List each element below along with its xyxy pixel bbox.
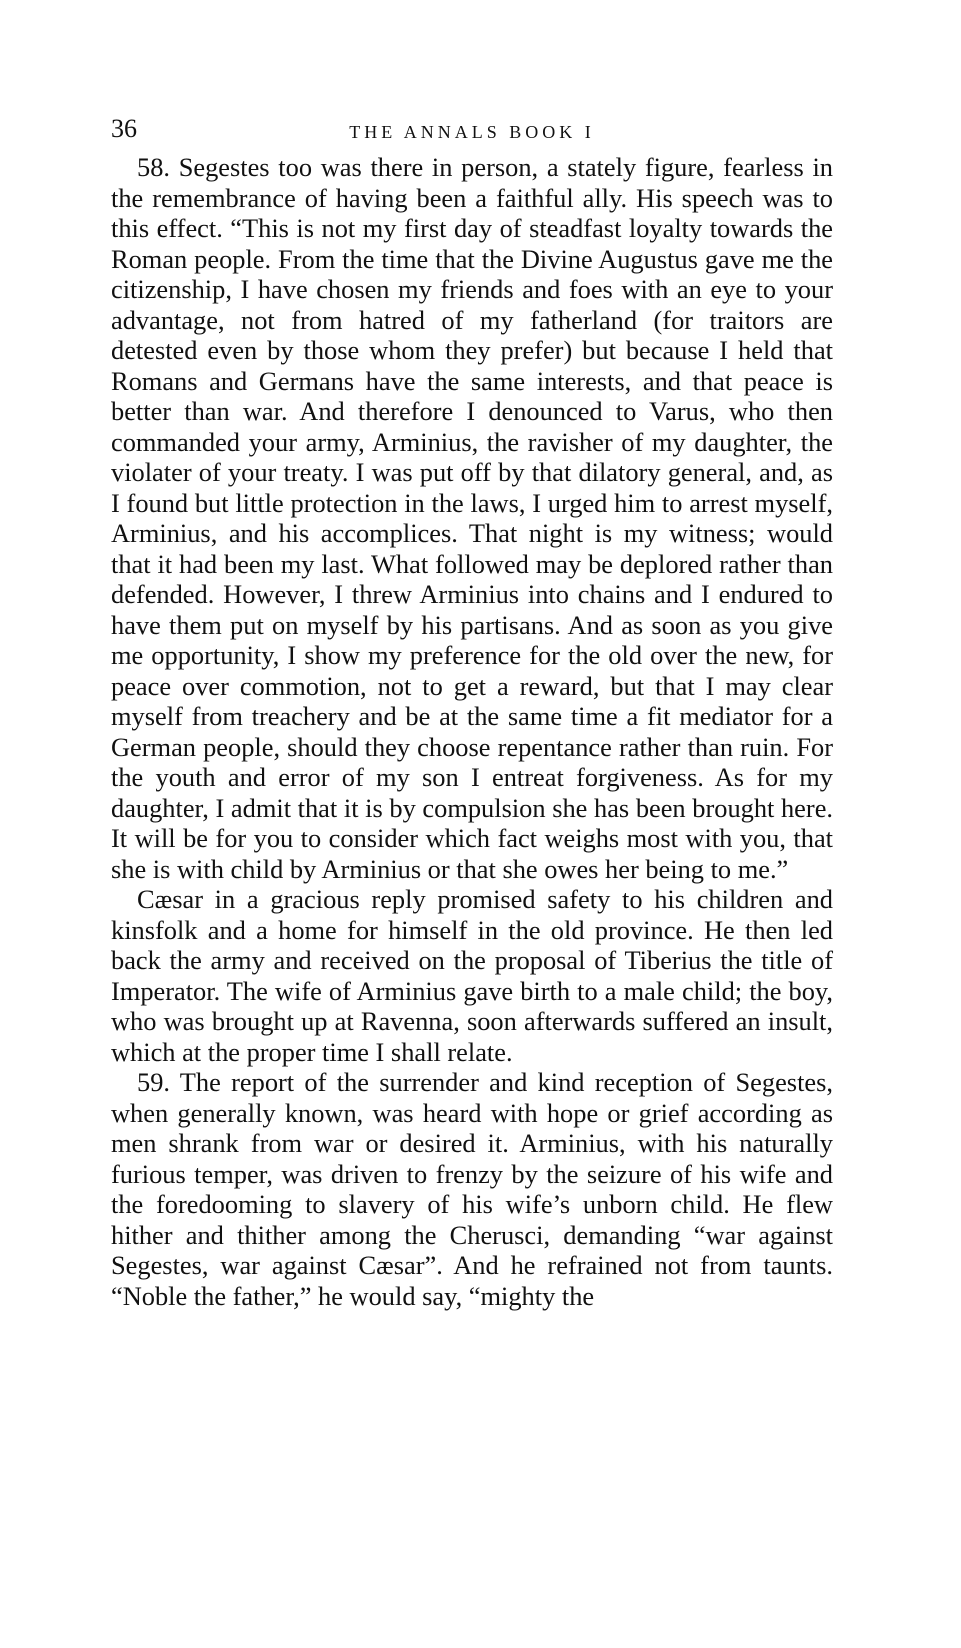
- book-page: [111, 112, 833, 1311]
- page-header: [111, 112, 833, 152]
- paragraph-59: 59. The report of the surrender and kind reception of Segestes, when generally known, was heard with hope or grief according as men shrank from war or desired it. Arminius, with his naturally furious temper, was driven to frenzy by the seizure of his wife and the foredooming to slavery of his wife’s unborn child. He flew hither and thither among the Cherusci, demanding “war against Segestes, war against Cæsar”. And he refrained not from taunts. “Noble the father,” he would say, “mighty the: [111, 1067, 833, 1311]
- paragraph-caesar-reply: Cæsar in a gracious reply promised safety to his children and kinsfolk and a home for himself in the old province. He then led back the army and received on the proposal of Tiberius the title of Imperator. The wife of Arminius gave birth to a male child; the boy, who was brought up at Ravenna, soon afterwards suffered an insult, which at the proper time I shall relate.: [111, 884, 833, 1067]
- paragraph-58: 58. Segestes too was there in person, a stately figure, fearless in the remembrance of having been a faithful ally. His speech was to this effect. “This is not my first day of steadfast loyalty towards the Roman people. From the time that the Divine Augustus gave me the citizenship, I have chosen my friends and foes with an eye to your advantage, not from hatred of my fatherland (for traitors are detested even by those whom they prefer) but because I held that Romans and Germans have the same interests, and that peace is better than war. And therefore I denounced to Varus, who then commanded your army, Arminius, the ravisher of my daughter, the violater of your treaty. I was put off by that dilatory general, and, as I found but little protection in the laws, I urged him to arrest myself, Arminius, and his accomplices. That night is my witness; would that it had been my last. What followed may be deplored rather than defended. However, I threw Arminius into chains and I endured to have them put on myself by his partisans. And as soon as you give me opportunity, I show my preference for the old over the new, for peace over commotion, not to get a reward, but that I may clear myself from treachery and be at the same time a fit mediator for a German people, should they choose repentance rather than ruin. For the youth and error of my son I entreat forgiveness. As for my daughter, I admit that it is by compulsion she has been brought here. It will be for you to consider which fact weighs most with you, that she is with child by Arminius or that she owes her being to me.”: [111, 152, 833, 884]
- page-number: 36: [111, 114, 137, 143]
- running-head: THE ANNALS BOOK I: [349, 122, 595, 142]
- body-text: [111, 152, 833, 1311]
